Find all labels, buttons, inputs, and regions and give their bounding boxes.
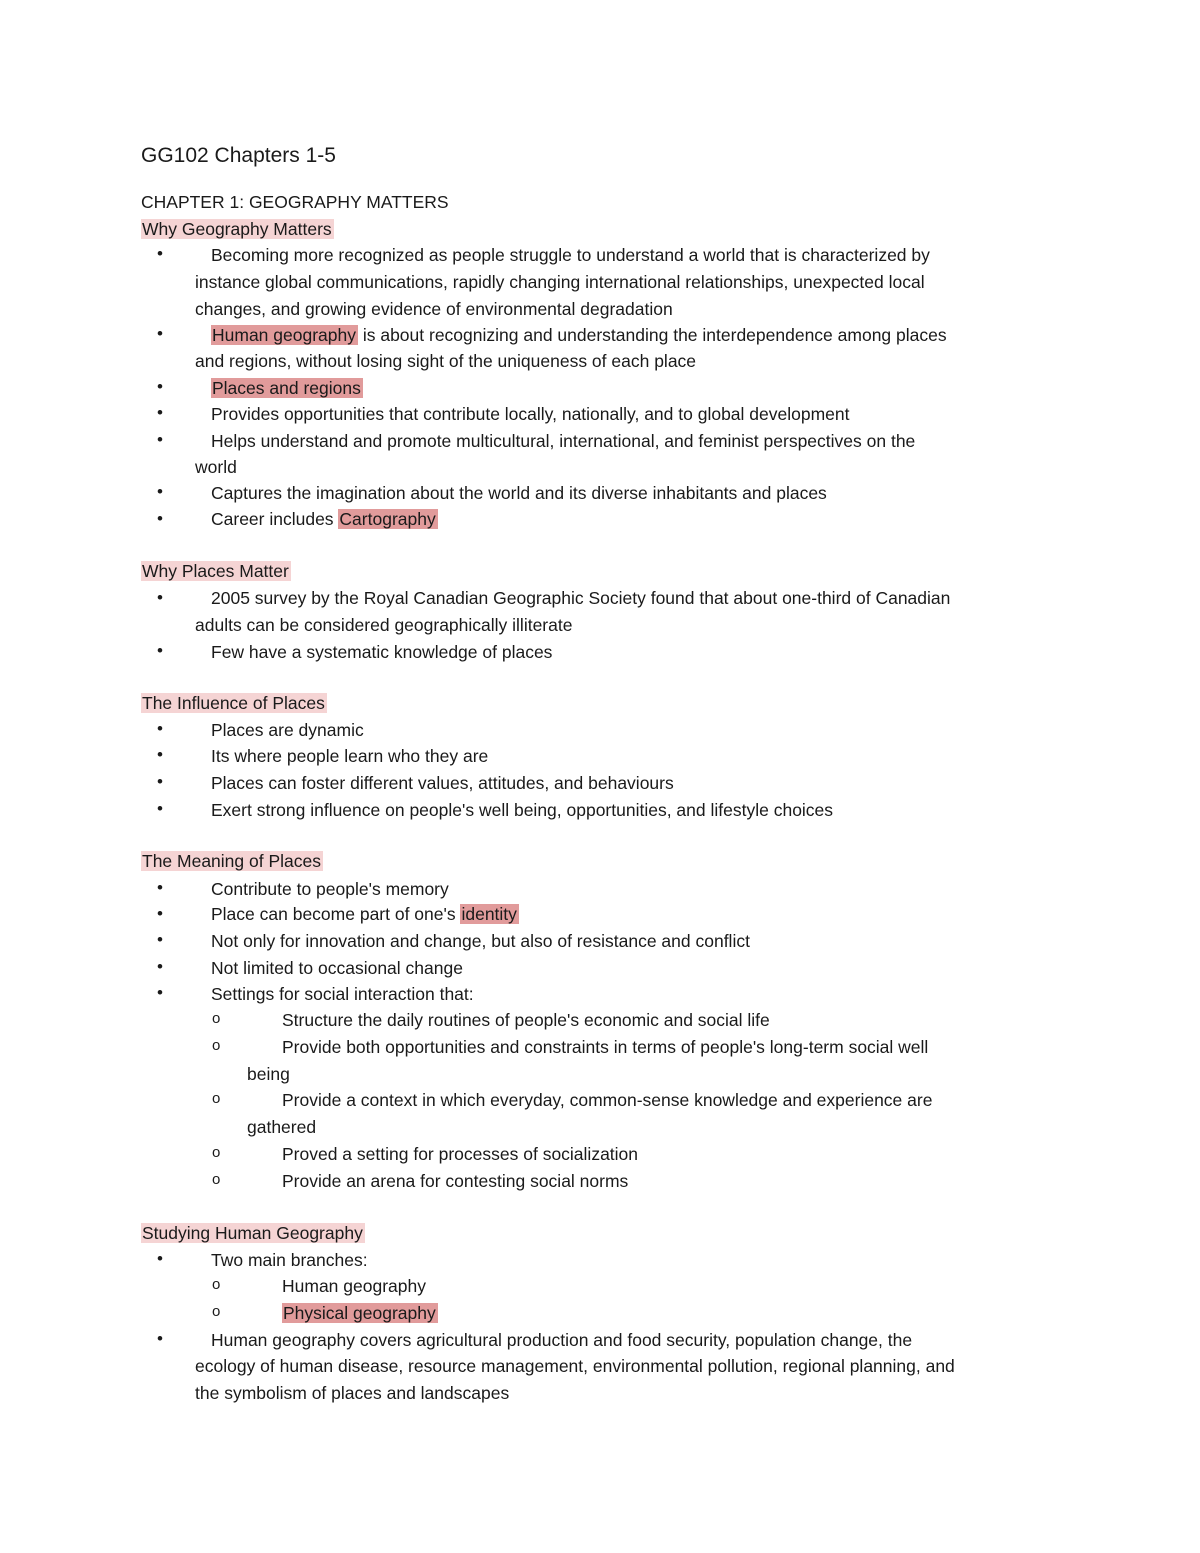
list-item-line: Two main branches: bbox=[211, 1250, 368, 1270]
highlighted-term: Human geography bbox=[212, 325, 356, 345]
bullet-icon: • bbox=[157, 430, 163, 449]
list-item-line bbox=[211, 376, 363, 400]
list-item-line: Few have a systematic knowledge of places bbox=[211, 642, 553, 662]
sub-bullet-icon: o bbox=[212, 1010, 221, 1027]
sub-list-item-line: being bbox=[247, 1064, 290, 1084]
sub-bullet-icon: o bbox=[212, 1144, 221, 1161]
list-item-line: world bbox=[195, 457, 237, 477]
sub-list-item-line: Provide a context in which everyday, common-sense knowledge and experience are bbox=[282, 1090, 933, 1110]
bullet-icon: • bbox=[157, 641, 163, 660]
list-item-line: instance global communications, rapidly changing international relationships, unexpected local bbox=[195, 272, 925, 292]
bullet-icon: • bbox=[157, 1249, 163, 1268]
list-item-text: Place can become part of one's bbox=[211, 904, 461, 924]
list-item-line: 2005 survey by the Royal Canadian Geographic Society found that about one-third of Canadian bbox=[211, 588, 951, 608]
bullet-icon: • bbox=[157, 772, 163, 791]
list-item-line: changes, and growing evidence of environmental degradation bbox=[195, 299, 673, 319]
highlighted-term: Physical geography bbox=[283, 1303, 436, 1323]
bullet-icon: • bbox=[157, 904, 163, 923]
document-title: GG102 Chapters 1-5 bbox=[141, 144, 336, 167]
bullet-icon: • bbox=[157, 983, 163, 1002]
sub-bullet-icon: o bbox=[212, 1171, 221, 1188]
list-item-line: Exert strong influence on people's well being, opportunities, and lifestyle choices bbox=[211, 800, 834, 820]
list-item-line: Captures the imagination about the world and its diverse inhabitants and places bbox=[211, 483, 827, 503]
sub-list-item-line: Provide an arena for contesting social norms bbox=[282, 1171, 629, 1191]
bullet-icon: • bbox=[157, 324, 163, 343]
bullet-icon: • bbox=[157, 930, 163, 949]
list-item-line: Provides opportunities that contribute locally, nationally, and to global development bbox=[211, 404, 850, 424]
sub-bullet-icon: o bbox=[212, 1303, 221, 1320]
highlighted-term: identity bbox=[461, 904, 517, 924]
list-item-line bbox=[211, 902, 519, 926]
highlighted-term: Places and regions bbox=[212, 378, 361, 398]
bullet-icon: • bbox=[157, 588, 163, 607]
sub-list-item-line: Proved a setting for processes of socialization bbox=[282, 1144, 639, 1164]
section-heading-text: Why Geography Matters bbox=[142, 219, 332, 239]
list-item-line: and regions, without losing sight of the uniqueness of each place bbox=[195, 351, 697, 371]
bullet-icon: • bbox=[157, 957, 163, 976]
sub-bullet-icon: o bbox=[212, 1037, 221, 1054]
section-heading bbox=[141, 691, 327, 715]
sub-bullet-icon: o bbox=[212, 1276, 221, 1293]
bullet-icon: • bbox=[157, 244, 163, 263]
list-item-line: Becoming more recognized as people struggle to understand a world that is characterized by bbox=[211, 245, 930, 265]
bullet-icon: • bbox=[157, 1329, 163, 1348]
list-item-line bbox=[211, 507, 438, 531]
list-item-line: Not limited to occasional change bbox=[211, 958, 463, 978]
section-heading-text: The Meaning of Places bbox=[142, 851, 321, 871]
list-item-line: ecology of human disease, resource management, environmental pollution, regional planning, and bbox=[195, 1356, 955, 1376]
sub-bullet-icon: o bbox=[212, 1090, 221, 1107]
sub-list-item-line: Human geography bbox=[282, 1276, 426, 1296]
sub-list-item-line: Provide both opportunities and constraints in terms of people's long-term social well bbox=[282, 1037, 929, 1057]
list-item-line: Contribute to people's memory bbox=[211, 879, 449, 899]
section-heading-text: Studying Human Geography bbox=[142, 1223, 363, 1243]
section-heading bbox=[141, 559, 291, 583]
bullet-icon: • bbox=[157, 482, 163, 501]
list-item-line: Settings for social interaction that: bbox=[211, 984, 474, 1004]
bullet-icon: • bbox=[157, 509, 163, 528]
list-item-line: Not only for innovation and change, but also of resistance and conflict bbox=[211, 931, 750, 951]
list-item-line: Human geography covers agricultural production and food security, population change, the bbox=[211, 1330, 913, 1350]
section-heading-text: The Influence of Places bbox=[142, 693, 325, 713]
bullet-icon: • bbox=[157, 799, 163, 818]
bullet-icon: • bbox=[157, 377, 163, 396]
highlighted-term: Cartography bbox=[339, 509, 436, 529]
sub-list-item-line: Structure the daily routines of people's economic and social life bbox=[282, 1010, 770, 1030]
bullet-icon: • bbox=[157, 719, 163, 738]
bullet-icon: • bbox=[157, 878, 163, 897]
list-item-text: Career includes bbox=[211, 509, 339, 529]
section-heading bbox=[141, 849, 323, 873]
section-heading bbox=[141, 1221, 365, 1245]
section-heading bbox=[141, 217, 334, 241]
chapter-heading: CHAPTER 1: GEOGRAPHY MATTERS bbox=[141, 192, 449, 212]
bullet-icon: • bbox=[157, 745, 163, 764]
list-item-line bbox=[211, 323, 947, 347]
list-item-line: adults can be considered geographically illiterate bbox=[195, 615, 573, 635]
section-heading-text: Why Places Matter bbox=[142, 561, 289, 581]
list-item-text: is about recognizing and understanding the interdependence among places bbox=[357, 325, 947, 345]
list-item-line: Its where people learn who they are bbox=[211, 746, 489, 766]
sub-list-item-line: gathered bbox=[247, 1117, 317, 1137]
list-item-line: Places are dynamic bbox=[211, 720, 364, 740]
list-item-line: Places can foster different values, attitudes, and behaviours bbox=[211, 773, 674, 793]
bullet-icon: • bbox=[157, 403, 163, 422]
list-item-line: the symbolism of places and landscapes bbox=[195, 1383, 510, 1403]
list-item-line: Helps understand and promote multicultural, international, and feminist perspectives on the bbox=[211, 431, 916, 451]
sub-list-item-line bbox=[282, 1301, 438, 1325]
